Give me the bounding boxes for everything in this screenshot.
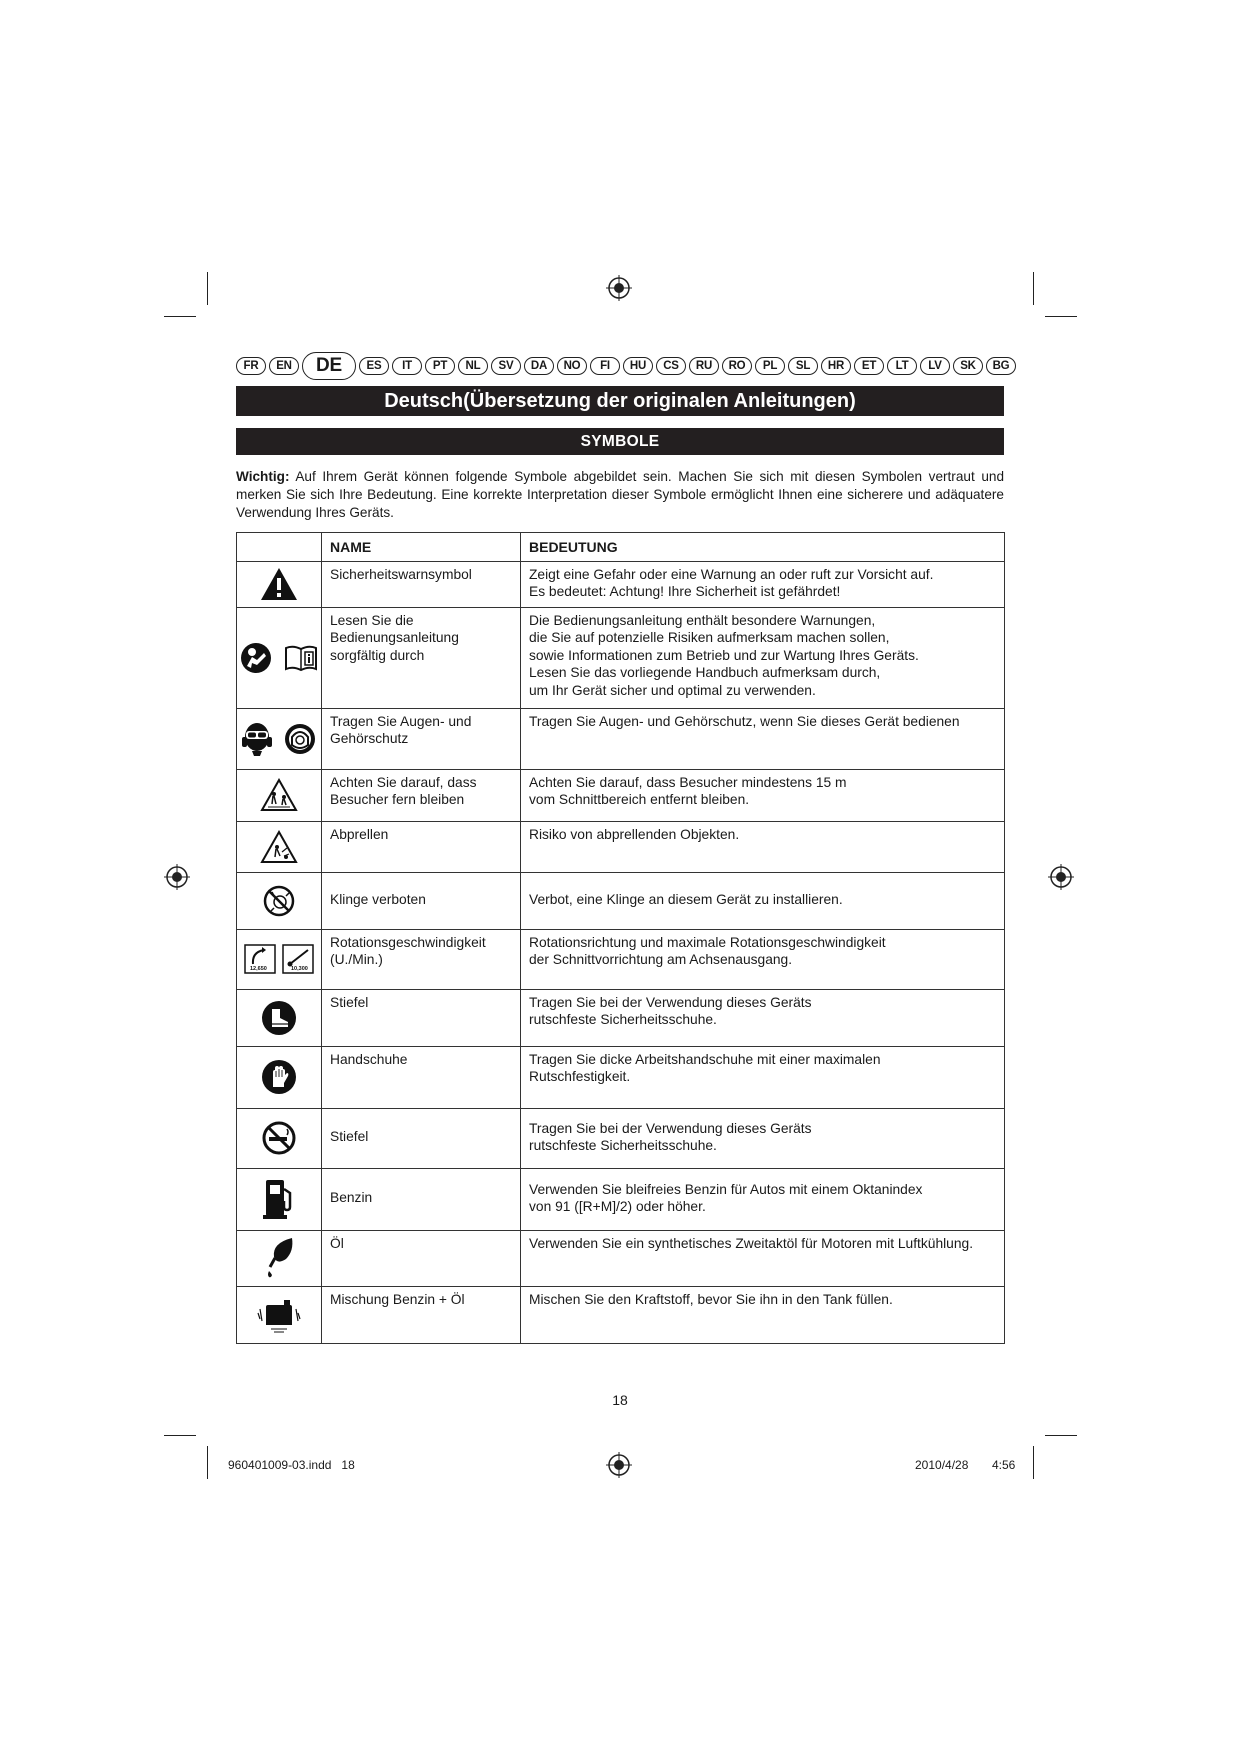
rotation-speed-trimmer-icon <box>282 944 314 974</box>
symbol-name <box>322 1286 521 1343</box>
meaning-line: Risiko von abprellenden Objekten. <box>529 826 740 842</box>
header-meaning: BEDEUTUNG <box>521 533 1005 562</box>
table-row <box>237 872 1005 929</box>
registration-mark-icon <box>606 275 632 301</box>
language-selector <box>236 354 1010 378</box>
symbol-meaning <box>521 821 1005 872</box>
symbol-meaning <box>521 769 1005 821</box>
name-line: Benzin <box>330 1190 373 1206</box>
lang-hr: HR <box>821 357 851 375</box>
symbol-meaning <box>521 872 1005 929</box>
lang-nl: NL <box>458 357 488 375</box>
name-line: Achten Sie darauf, dass <box>330 774 477 790</box>
name-line: Bedienungsanleitung <box>330 630 459 645</box>
meaning-line: Tragen Sie bei der Verwendung dieses Geräts <box>529 1120 812 1136</box>
crop-mark <box>1033 272 1034 305</box>
name-line: Tragen Sie Augen- und <box>330 713 472 729</box>
lang-sk: SK <box>953 357 983 375</box>
symbol-name <box>322 929 521 989</box>
symbol-name <box>322 1168 521 1230</box>
page-number: 18 <box>612 1392 628 1408</box>
intro-bold: Wichtig: <box>236 469 290 484</box>
meaning-line: der Schnittvorrichtung am Achsenausgang. <box>529 952 793 967</box>
section-heading: SYMBOLE <box>236 428 1004 455</box>
table-header-row <box>237 533 1005 562</box>
symbol-meaning <box>521 1286 1005 1343</box>
crop-mark <box>1045 1435 1077 1436</box>
rotation-speed-icon <box>244 944 276 974</box>
name-line: Besucher fern bleiben <box>330 792 465 807</box>
icon-cell <box>237 1108 322 1168</box>
name-line: Klinge verboten <box>330 891 426 907</box>
footer-file: 960401009-03.indd 18 <box>228 1458 355 1472</box>
table-row <box>237 607 1005 708</box>
crop-mark <box>207 1446 208 1479</box>
name-line: Rotationsgeschwindigkeit <box>330 934 486 950</box>
meaning-line: Tragen Sie Augen- und Gehörschutz, wenn Sie dieses Gerät bedienen <box>529 713 960 729</box>
symbol-meaning <box>521 1168 1005 1230</box>
symbol-meaning <box>521 561 1005 607</box>
symbol-meaning <box>521 1046 1005 1108</box>
warning-triangle-icon <box>259 566 299 602</box>
footer-time: 4:56 <box>992 1458 1016 1472</box>
lang-fr: FR <box>236 357 266 375</box>
speed-label-2: 10,300 <box>291 966 308 972</box>
read-manual-book-icon <box>284 644 318 672</box>
ricochet-icon <box>260 830 298 864</box>
icon-cell <box>237 821 322 872</box>
crop-mark <box>1033 1446 1034 1479</box>
gloves-icon <box>261 1059 297 1095</box>
symbol-meaning <box>521 929 1005 989</box>
lang-sl: SL <box>788 357 818 375</box>
symbol-meaning <box>521 989 1005 1046</box>
name-line: Abprellen <box>330 826 389 842</box>
intro-paragraph <box>236 468 1004 522</box>
meaning-line: Rotationsrichtung und maximale Rotationsgeschwindigkeit <box>529 934 886 950</box>
name-line: Sicherheitswarnsymbol <box>330 566 472 582</box>
meaning-line: vom Schnittbereich entfernt bleiben. <box>529 792 750 807</box>
symbol-name <box>322 607 521 708</box>
name-line: Stiefel <box>330 1129 369 1145</box>
icon-cell <box>237 929 322 989</box>
meaning-line: Tragen Sie dicke Arbeitshandschuhe mit einer maximalen <box>529 1051 881 1067</box>
icon-cell <box>237 872 322 929</box>
icon-cell <box>237 607 322 708</box>
speed-label-1: 12,650 <box>250 966 267 972</box>
header-icon-cell <box>237 533 322 562</box>
lang-bg: BG <box>986 357 1016 375</box>
eye-ear-protection-icon <box>242 721 272 757</box>
meaning-line: von 91 ([R+M]/2) oder höher. <box>529 1199 706 1214</box>
name-line: Handschuhe <box>330 1051 408 1067</box>
lang-it: IT <box>392 357 422 375</box>
symbol-meaning <box>521 607 1005 708</box>
meaning-line: Verwenden Sie bleifreies Benzin für Autos mit einem Oktanindex <box>529 1181 923 1197</box>
symbol-name <box>322 872 521 929</box>
lang-fi: FI <box>590 357 620 375</box>
face-shield-icon <box>284 723 316 755</box>
lang-no: NO <box>557 357 587 375</box>
lang-hu: HU <box>623 357 653 375</box>
symbol-meaning <box>521 1230 1005 1286</box>
lang-pl: PL <box>755 357 785 375</box>
symbol-name <box>322 1046 521 1108</box>
icon-cell <box>237 708 322 769</box>
icon-cell <box>237 1286 322 1343</box>
boots-icon <box>261 1000 297 1036</box>
meaning-line: rutschfeste Sicherheitsschuhe. <box>529 1138 717 1153</box>
meaning-line: Mischen Sie den Kraftstoff, bevor Sie ihn in den Tank füllen. <box>529 1291 893 1307</box>
meaning-line: rutschfeste Sicherheitsschuhe. <box>529 1012 717 1027</box>
lang-pt: PT <box>425 357 455 375</box>
meaning-line: Verbot, eine Klinge an diesem Gerät zu installieren. <box>529 891 843 907</box>
read-manual-person-icon <box>240 642 272 674</box>
symbol-name <box>322 821 521 872</box>
no-blade-icon <box>262 884 296 918</box>
lang-es: ES <box>359 357 389 375</box>
fuel-pump-icon <box>262 1177 296 1221</box>
lang-lv: LV <box>920 357 950 375</box>
footer-date: 2010/4/28 <box>915 1458 969 1472</box>
lang-et: ET <box>854 357 884 375</box>
no-smoking-icon <box>261 1120 297 1156</box>
intro-text: Auf Ihrem Gerät können folgende Symbole abgebildet sein. Machen Sie sich mit diesen Symbolen vertraut und merken Sie sich Ihre Bedeutung. Eine korrekte Interpretation dieser Symbole ermöglicht Ihnen eine sicherere und adäquatere Verwendung Ihres Geräts. <box>236 469 1004 520</box>
icon-cell <box>237 1168 322 1230</box>
meaning-line: Achten Sie darauf, dass Besucher mindestens 15 m <box>529 774 847 790</box>
page-title: Deutsch(Übersetzung der originalen Anleitungen) <box>236 386 1004 416</box>
meaning-line: um Ihr Gerät sicher und optimal zu verwenden. <box>529 682 816 698</box>
meaning-line: Lesen Sie das vorliegende Handbuch aufmerksam durch, <box>529 665 881 680</box>
name-line: Gehörschutz <box>330 731 409 746</box>
icon-cell <box>237 1230 322 1286</box>
symbol-name <box>322 769 521 821</box>
table-row <box>237 821 1005 872</box>
lang-lt: LT <box>887 357 917 375</box>
meaning-line: Tragen Sie bei der Verwendung dieses Geräts <box>529 994 812 1010</box>
registration-mark-icon <box>606 1452 632 1478</box>
lang-da: DA <box>524 357 554 375</box>
table-row <box>237 1046 1005 1108</box>
meaning-line: Rutschfestigkeit. <box>529 1069 631 1084</box>
table-row <box>237 708 1005 769</box>
meaning-line: Es bedeutet: Achtung! Ihre Sicherheit ist gefährdet! <box>529 584 841 599</box>
table-row <box>237 929 1005 989</box>
name-line: Stiefel <box>330 994 369 1010</box>
crop-mark <box>1045 316 1077 317</box>
oil-drop-icon <box>262 1235 296 1281</box>
table-row <box>237 769 1005 821</box>
icon-cell <box>237 769 322 821</box>
table-row <box>237 1286 1005 1343</box>
registration-mark-icon <box>1048 864 1074 890</box>
table-row <box>237 1230 1005 1286</box>
header-name: NAME <box>322 533 521 562</box>
symbol-name <box>322 561 521 607</box>
crop-mark <box>164 1435 196 1436</box>
meaning-line: Die Bedienungsanleitung enthält besondere Warnungen, <box>529 612 876 628</box>
name-line: Mischung Benzin + Öl <box>330 1291 465 1307</box>
meaning-line: sowie Informationen zum Betrieb und zur Wartung Ihres Geräts. <box>529 647 919 663</box>
table-row <box>237 561 1005 607</box>
lang-sv: SV <box>491 357 521 375</box>
lang-ro: RO <box>722 357 752 375</box>
table-row <box>237 1168 1005 1230</box>
table-row <box>237 989 1005 1046</box>
symbol-meaning <box>521 1108 1005 1168</box>
symbols-table <box>236 532 1005 1344</box>
crop-mark <box>207 272 208 305</box>
lang-de-active: DE <box>302 352 356 380</box>
meaning-line: die Sie auf potenzielle Risiken aufmerksam machen sollen, <box>529 630 890 645</box>
name-line: sorgfältig durch <box>330 647 425 663</box>
lang-cs: CS <box>656 357 686 375</box>
symbol-meaning <box>521 708 1005 769</box>
lang-ru: RU <box>689 357 719 375</box>
icon-cell <box>237 1046 322 1108</box>
bystanders-distance-icon <box>260 778 298 812</box>
name-line: Lesen Sie die <box>330 612 414 628</box>
lang-en: EN <box>269 357 299 375</box>
meaning-line: Zeigt eine Gefahr oder eine Warnung an oder ruft zur Vorsicht auf. <box>529 566 934 582</box>
symbol-name <box>322 989 521 1046</box>
symbol-name <box>322 708 521 769</box>
registration-mark-icon <box>164 864 190 890</box>
icon-cell <box>237 989 322 1046</box>
name-line: (U./Min.) <box>330 952 383 967</box>
icon-cell <box>237 561 322 607</box>
fuel-can-mix-icon <box>257 1295 301 1335</box>
symbol-name <box>322 1230 521 1286</box>
symbol-name <box>322 1108 521 1168</box>
crop-mark <box>164 316 196 317</box>
meaning-line: Verwenden Sie ein synthetisches Zweitaktöl für Motoren mit Luftkühlung. <box>529 1235 974 1251</box>
table-row <box>237 1108 1005 1168</box>
name-line: Öl <box>330 1235 344 1251</box>
